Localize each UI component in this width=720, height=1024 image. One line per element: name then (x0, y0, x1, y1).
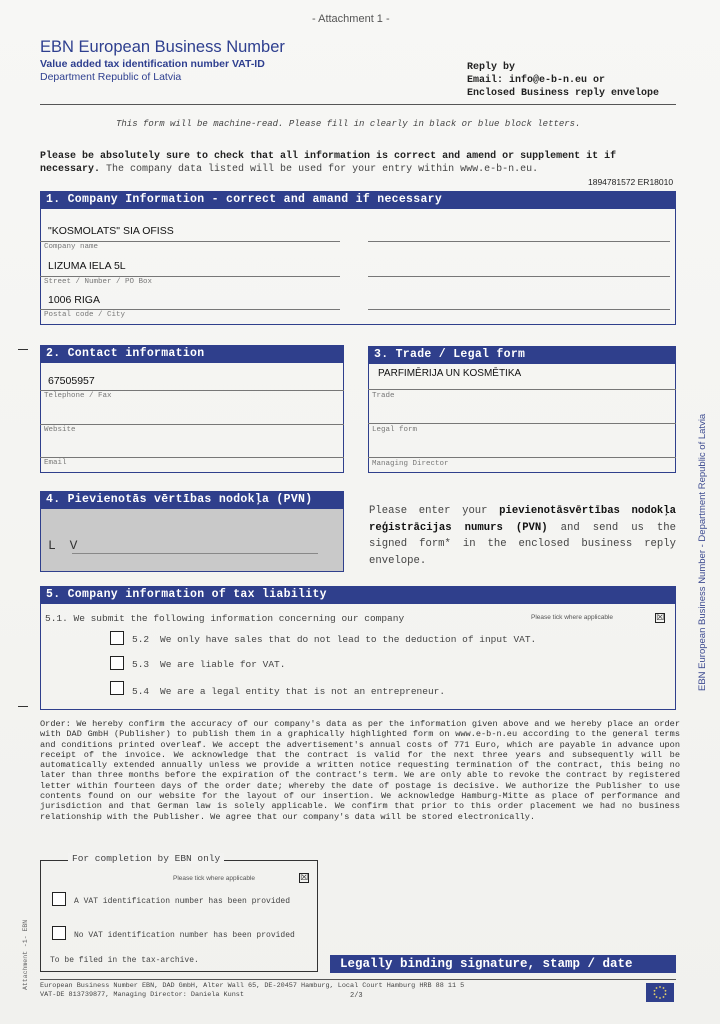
legal-form-line (368, 423, 676, 424)
ebn-vat-provided-checkbox[interactable] (52, 892, 66, 906)
postal-label: Postal code / City (44, 311, 126, 319)
order-terms-text: Order: We hereby confirm the accuracy of our company's data as per the information given above and we hereby place an order with DAD GmbH (Publisher) to publish them in a graphically highlighted form on www.e-b-n.eu according to the general terms and conditions printed overleaf. We accept the advertisement's annual costs of 771 Euro, which are payable in advance upon receipt of the invoice. We acknowledge that the contract is valid for the next three years and subsequently will be automatically extended annually unless we provide a written notice requesting termination of the contract, this being no later than three months before the expiration of the contract's term. We are only able to revoke the contract by registered letter within fourteen days of the order date; whereby the date of postage is decisive. We authorize the Publisher to use contents found on our website for the layout of our insertion. We acknowledge Hamburg-Mitte as place of performance and jurisdiction and that German law is solely applicable. We confirm that prior to this order placement we had no business relationship with the Publisher. We agree that our company's data will be stored electronically. (40, 719, 680, 822)
website-label: Website (44, 426, 76, 434)
form-title: EBN European Business Number (40, 38, 285, 56)
legal-form-label: Legal form (372, 426, 418, 434)
option-5-3-num: 5.3 (132, 659, 150, 670)
fold-mark-1 (18, 349, 28, 350)
vat-write-line (72, 553, 318, 554)
header-divider (40, 104, 676, 105)
footer-line2: VAT-DE 813739877, Managing Director: Daniela Kunst (40, 991, 244, 999)
footer-page-number: 2/3 (350, 992, 363, 1000)
ebn-tick-sample-checkbox: ☒ (300, 873, 309, 883)
trade-label: Trade (372, 392, 395, 400)
trade-value[interactable]: PARFIMĒRIJA UN KOSMĒTIKA (378, 368, 522, 379)
option-5-4-text: We are a legal entity that is not an entrepreneur. (160, 686, 446, 697)
form-subtitle: Value added tax identification number VAT-ID (40, 58, 265, 70)
section5-tick-sample-checkbox: ☒ (656, 613, 665, 623)
section2-header: 2. Contact information (40, 345, 344, 363)
signature-bar[interactable]: Legally binding signature, stamp / date (330, 955, 676, 973)
telephone-label: Telephone / Fax (44, 392, 112, 400)
footer-line1: European Business Number EBN, DAD GmbH, Alter Wall 65, DE-20457 Hamburg, Local Court Hamburg HRB 88 11 5 (40, 982, 465, 990)
street-line (40, 276, 340, 277)
email-line (40, 457, 344, 458)
section5-intro: 5.1. We submit the following information concerning our company (45, 613, 405, 624)
ebn-archive-text: To be filed in the tax-archive. (50, 956, 199, 965)
managing-director-line (368, 457, 676, 458)
vat-instructions (369, 503, 676, 569)
instruction-text: This form will be machine-read. Please fill in clearly in black or blue block letters. (116, 119, 581, 129)
street-value[interactable]: LIZUMA IELA 5L (48, 260, 126, 272)
vat-instructions-part2: and send us the signed form* in the enclosed business reply envelope. (369, 521, 677, 567)
telephone-line (40, 390, 344, 391)
side-text-right: EBN European Business Number - Department Republic of Latvia (697, 413, 708, 691)
company-extra-line-1 (368, 241, 670, 242)
fold-mark-2 (18, 706, 28, 707)
company-extra-line-2 (368, 276, 670, 277)
website-line (40, 424, 344, 425)
reply-envelope: Enclosed Business reply envelope (467, 88, 660, 99)
postal-value[interactable]: 1006 RIGA (48, 294, 100, 306)
reply-email: Email: info@e-b-n.eu or (467, 75, 606, 86)
section5-tick-note: Please tick where applicable (531, 614, 614, 621)
managing-director-label: Managing Director (372, 460, 449, 468)
ebn-only-title: For completion by EBN only (68, 853, 224, 864)
postal-line (40, 309, 340, 310)
option-5-2-text: We only have sales that do not lead to the deduction of input VAT. (160, 634, 537, 645)
vat-input-box[interactable] (40, 509, 344, 572)
option-5-2-num: 5.2 (132, 634, 150, 645)
trade-line (368, 389, 676, 390)
section5-header: 5. Company information of tax liability (40, 586, 676, 604)
reference-number: 1894781572 ER18010 (588, 177, 674, 187)
ebn-vat-provided-text: A VAT identification number has been provided (74, 897, 291, 906)
side-text-left: Attachment -1- EBN (22, 919, 29, 990)
option-5-3-text: We are liable for VAT. (160, 659, 286, 670)
check-notice (40, 151, 680, 176)
option-5-4-num: 5.4 (132, 686, 150, 697)
footer-divider (40, 979, 676, 980)
company-extra-line-3 (368, 309, 670, 310)
eu-flag-icon (646, 983, 674, 1002)
street-label: Street / Number / PO Box (44, 278, 153, 286)
ebn-no-vat-checkbox[interactable] (52, 926, 66, 940)
ebn-no-vat-text: No VAT identification number has been provided (74, 931, 295, 940)
option-5-2-checkbox[interactable] (110, 631, 124, 645)
attachment-label: - Attachment 1 - (312, 13, 390, 25)
company-name-value[interactable]: "KOSMOLATS" SIA OFISS (48, 225, 174, 237)
vat-prefix: L V (48, 538, 81, 553)
check-notice-normal: The company data listed will be used for your entry within www.e-b-n.eu. (106, 163, 539, 175)
option-5-4-checkbox[interactable] (110, 681, 124, 695)
vat-instructions-part1: Please enter your (369, 505, 488, 517)
check-notice-bold: Please be absolutely sure to check that all information is correct and amend or supplement it if necessary. (40, 151, 617, 175)
vat-instructions-bold: pievienotāsvērtības nodokļa reģistrācijas numurs (PVN) (369, 505, 676, 534)
company-name-line (40, 241, 340, 242)
section4-header: 4. Pievienotās vērtības nodokļa (PVN) (40, 491, 344, 509)
telephone-value[interactable]: 67505957 (48, 375, 95, 387)
company-name-label: Company name (44, 243, 99, 251)
department: Department Republic of Latvia (40, 71, 182, 83)
section1-header: 1. Company Information - correct and amand if necessary (40, 191, 676, 209)
option-5-3-checkbox[interactable] (110, 656, 124, 670)
email-label: Email (44, 459, 67, 467)
ebn-tick-note: Please tick where applicable (173, 875, 256, 882)
reply-by: Reply by (467, 62, 516, 73)
section3-header: 3. Trade / Legal form (368, 346, 676, 364)
